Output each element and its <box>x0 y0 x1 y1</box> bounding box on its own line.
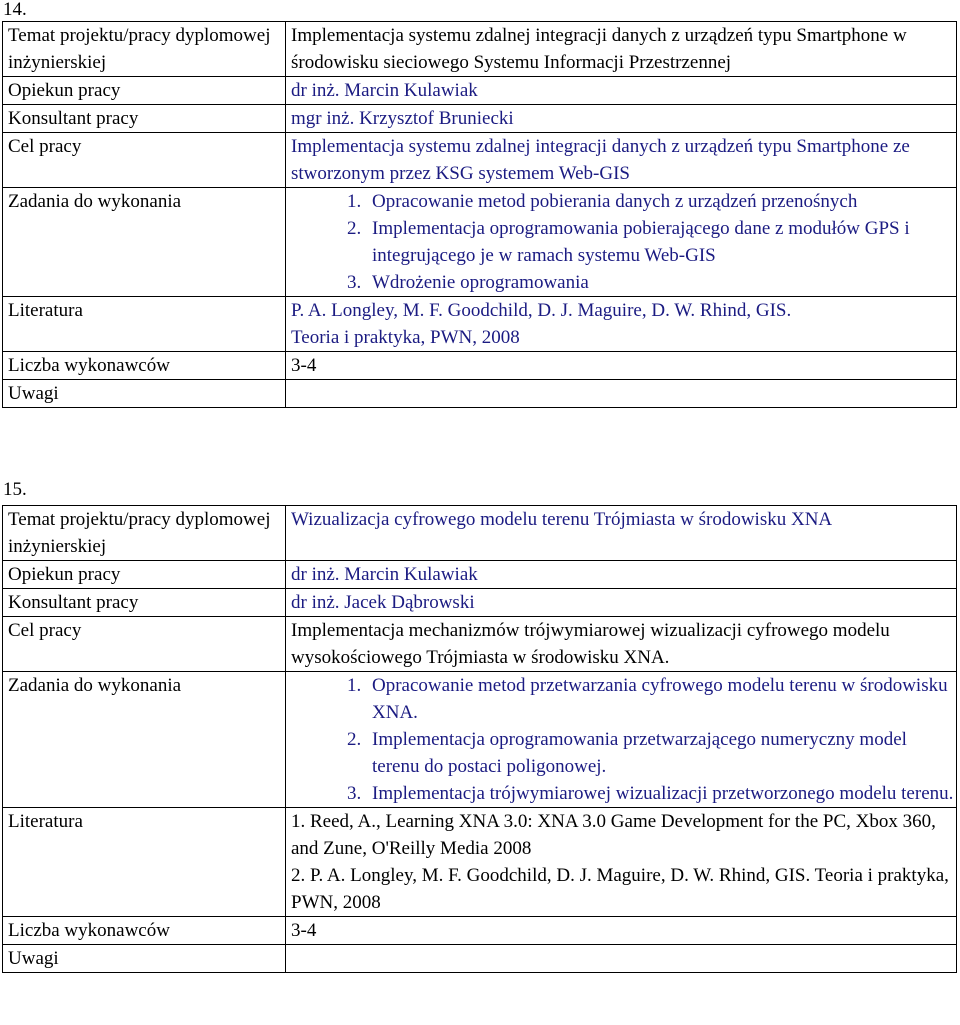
supervisor-value: dr inż. Marcin Kulawiak <box>286 561 957 589</box>
notes-label: Uwagi <box>3 380 286 408</box>
supervisor-label: Opiekun pracy <box>3 561 286 589</box>
literature-row <box>3 808 957 917</box>
task-item: 3. Implementacja trójwymiarowej wizualizacji przetworzonego modelu terenu. <box>366 780 956 807</box>
notes-row <box>3 380 957 408</box>
literature-label: Literatura <box>3 297 286 352</box>
literature-line: P. A. Longley, M. F. Goodchild, D. J. Maguire, D. W. Rhind, GIS. <box>291 300 792 321</box>
literature-line: 2. P. A. Longley, M. F. Goodchild, D. J. Maguire, D. W. Rhind, GIS. Teoria i praktyka, PWN, 2008 <box>291 865 949 913</box>
project-table <box>2 21 957 408</box>
task-list <box>291 188 956 296</box>
literature-value <box>286 297 957 352</box>
supervisor-row <box>3 77 957 105</box>
literature-value <box>286 808 957 917</box>
project-number: 15. <box>3 479 27 500</box>
topic-value: Wizualizacja cyfrowego modelu terenu Trójmiasta w środowisku XNA <box>286 506 957 561</box>
consultant-label: Konsultant pracy <box>3 105 286 133</box>
notes-row <box>3 945 957 973</box>
literature-line: Teoria i praktyka, PWN, 2008 <box>291 327 520 348</box>
tasks-label: Zadania do wykonania <box>3 672 286 808</box>
team-size-label: Liczba wykonawców <box>3 917 286 945</box>
topic-value: Implementacja systemu zdalnej integracji danych z urządzeń typu Smartphone w środowisku sieciowego Systemu Informacji Przestrzennej <box>286 22 957 77</box>
topic-label: Temat projektu/pracy dyplomowej inżynierskiej <box>3 506 286 561</box>
consultant-value: dr inż. Jacek Dąbrowski <box>286 589 957 617</box>
goal-row <box>3 617 957 672</box>
tasks-label: Zadania do wykonania <box>3 188 286 297</box>
topic-label: Temat projektu/pracy dyplomowej inżynierskiej <box>3 22 286 77</box>
tasks-row <box>3 672 957 808</box>
tasks-row <box>3 188 957 297</box>
task-list <box>291 672 956 807</box>
task-item: 2. Implementacja oprogramowania przetwarzającego numeryczny model terenu do postaci poligonowej. <box>366 726 956 780</box>
topic-row <box>3 22 957 77</box>
notes-value <box>286 945 957 973</box>
team-size-row <box>3 352 957 380</box>
consultant-value: mgr inż. Krzysztof Bruniecki <box>286 105 957 133</box>
supervisor-row <box>3 561 957 589</box>
supervisor-value: dr inż. Marcin Kulawiak <box>286 77 957 105</box>
notes-label: Uwagi <box>3 945 286 973</box>
team-size-label: Liczba wykonawców <box>3 352 286 380</box>
task-item: 1. Opracowanie metod pobierania danych z urządzeń przenośnych <box>366 188 956 215</box>
consultant-row <box>3 105 957 133</box>
task-item: 3. Wdrożenie oprogramowania <box>366 269 956 296</box>
team-size-row <box>3 917 957 945</box>
notes-value <box>286 380 957 408</box>
project-table <box>2 505 957 973</box>
topic-row <box>3 506 957 561</box>
team-size-value: 3-4 <box>286 917 957 945</box>
goal-value: Implementacja systemu zdalnej integracji danych z urządzeń typu Smartphone ze stworzonym przez KSG systemem Web-GIS <box>286 133 957 188</box>
goal-value: Implementacja mechanizmów trójwymiarowej wizualizacji cyfrowego modelu wysokościowego Trójmiasta w środowisku XNA. <box>286 617 957 672</box>
goal-label: Cel pracy <box>3 617 286 672</box>
tasks-value <box>286 672 957 808</box>
task-item: 2. Implementacja oprogramowania pobierającego dane z modułów GPS i integrującego je w ramach systemu Web-GIS <box>366 215 956 269</box>
supervisor-label: Opiekun pracy <box>3 77 286 105</box>
literature-line: 1. Reed, A., Learning XNA 3.0: XNA 3.0 Game Development for the PC, Xbox 360, and Zune, O'Reilly Media 2008 <box>291 811 936 859</box>
task-item: 1. Opracowanie metod przetwarzania cyfrowego modelu terenu w środowisku XNA. <box>366 672 956 726</box>
project-number: 14. <box>3 0 27 20</box>
consultant-row <box>3 589 957 617</box>
consultant-label: Konsultant pracy <box>3 589 286 617</box>
literature-label: Literatura <box>3 808 286 917</box>
team-size-value: 3-4 <box>286 352 957 380</box>
tasks-value <box>286 188 957 297</box>
goal-label: Cel pracy <box>3 133 286 188</box>
literature-row <box>3 297 957 352</box>
goal-row <box>3 133 957 188</box>
